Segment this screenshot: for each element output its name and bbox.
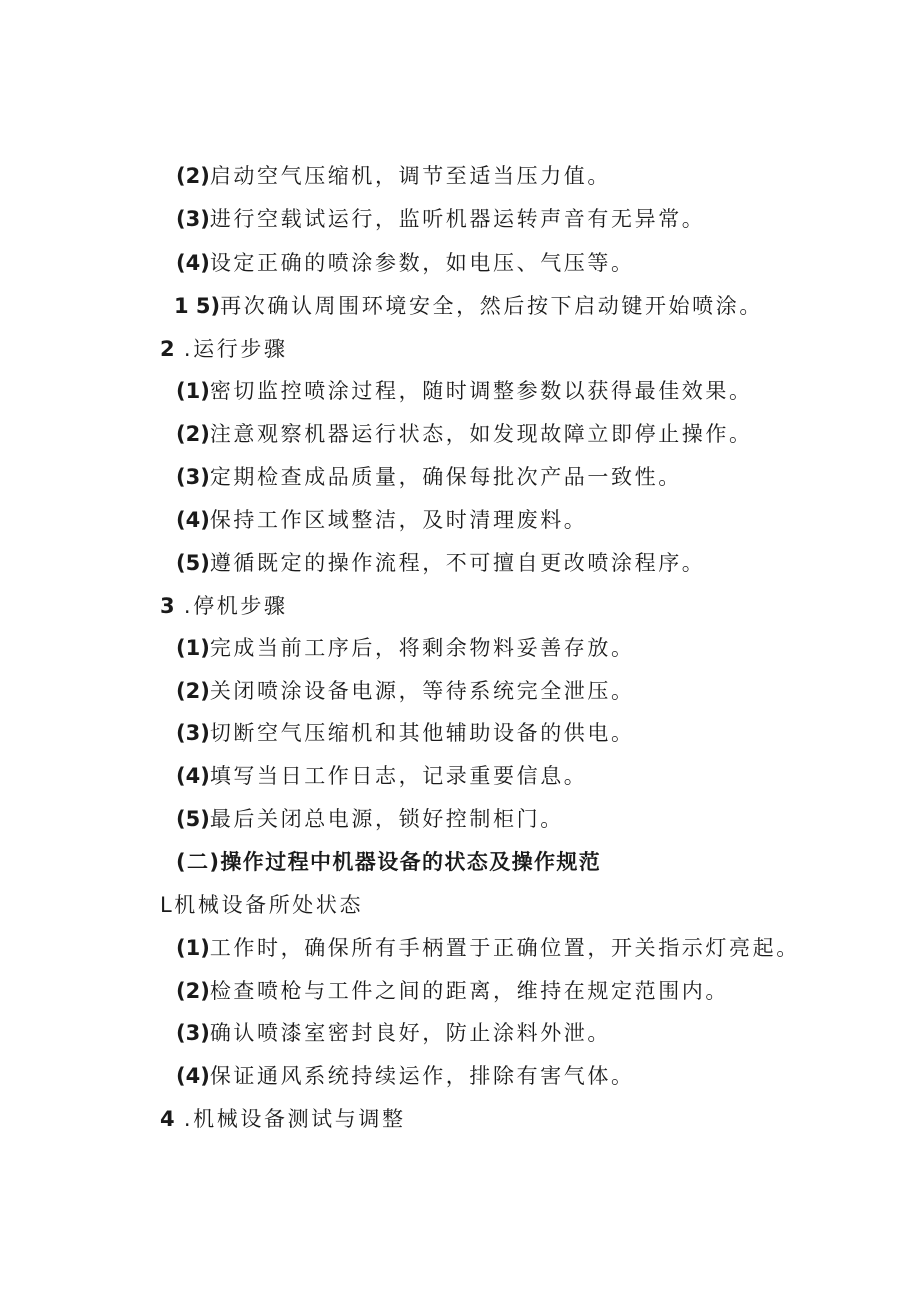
section-number: 3 bbox=[160, 594, 175, 618]
step-line bbox=[176, 1062, 635, 1090]
item-number: (1) bbox=[176, 636, 210, 660]
step-line bbox=[176, 162, 611, 190]
item-text: 检查喷枪与工件之间的距离，维持在规定范围内。 bbox=[209, 979, 730, 1003]
step-line bbox=[176, 677, 635, 705]
section-heading bbox=[160, 891, 363, 919]
step-line bbox=[176, 205, 705, 233]
item-text: 注意观察机器运行状态，如发现故障立即停止操作。 bbox=[209, 422, 753, 446]
section-title: .停机步骤 bbox=[174, 594, 288, 618]
item-text: 进行空载试运行，监听机器运转声音有无异常。 bbox=[209, 207, 706, 231]
step-line bbox=[176, 719, 635, 747]
item-text: 工作时，确保所有手柄置于正确位置，开关指示灯亮起。 bbox=[209, 936, 800, 960]
item-text: 再次确认周围环境安全，然后按下启动键开始喷涂。 bbox=[220, 294, 763, 318]
section-number: 4 bbox=[160, 1107, 175, 1131]
item-number: (5) bbox=[176, 551, 210, 575]
item-text: 切断空气压缩机和其他辅助设备的供电。 bbox=[209, 721, 635, 745]
item-number: (3) bbox=[176, 1021, 210, 1045]
subsection-title: (二)操作过程中机器设备的状态及操作规范 bbox=[176, 850, 602, 874]
section-title: .机械设备测试与调整 bbox=[174, 1107, 406, 1131]
item-number: (3) bbox=[176, 465, 210, 489]
item-number: (2) bbox=[176, 979, 210, 1003]
item-text: 关闭喷涂设备电源，等待系统完全泄压。 bbox=[209, 679, 635, 703]
item-number: (4) bbox=[176, 251, 210, 275]
step-line bbox=[176, 805, 564, 833]
item-number: (4) bbox=[176, 1064, 210, 1088]
step-line bbox=[176, 420, 753, 448]
item-text: 最后关闭总电源，锁好控制柜门。 bbox=[209, 807, 564, 831]
item-number: (1) bbox=[176, 379, 210, 403]
item-text: 设定正确的喷涂参数，如电压、气压等。 bbox=[209, 251, 635, 275]
step-line bbox=[176, 549, 705, 577]
item-text: 保持工作区域整洁，及时清理废料。 bbox=[209, 508, 588, 532]
step-line bbox=[176, 377, 753, 405]
step-line bbox=[176, 463, 682, 491]
item-number: (2) bbox=[176, 422, 210, 446]
step-line bbox=[174, 292, 763, 320]
step-line bbox=[176, 506, 587, 534]
item-text: 完成当前工序后，将剩余物料妥善存放。 bbox=[209, 636, 635, 660]
section-number: 2 bbox=[160, 337, 175, 361]
step-line bbox=[176, 762, 587, 790]
step-line bbox=[176, 634, 635, 662]
section-title: .运行步骤 bbox=[174, 337, 288, 361]
item-text: 密切监控喷涂过程，随时调整参数以获得最佳效果。 bbox=[209, 379, 753, 403]
item-text: 启动空气压缩机，调节至适当压力值。 bbox=[209, 164, 612, 188]
item-number: (4) bbox=[176, 508, 210, 532]
item-number: 1 5) bbox=[174, 294, 221, 318]
item-number: (5) bbox=[176, 807, 210, 831]
item-number: (3) bbox=[176, 721, 210, 745]
step-line bbox=[176, 249, 635, 277]
item-text: 遵循既定的操作流程，不可擅自更改喷涂程序。 bbox=[209, 551, 706, 575]
step-line bbox=[176, 934, 800, 962]
section-heading bbox=[160, 592, 288, 620]
item-text: 定期检查成品质量，确保每批次产品一致性。 bbox=[209, 465, 682, 489]
section-heading bbox=[160, 1105, 406, 1133]
subsection-heading bbox=[176, 848, 601, 876]
item-number: (3) bbox=[176, 207, 210, 231]
item-text: 确认喷漆室密封良好，防止涂料外泄。 bbox=[209, 1021, 612, 1045]
step-line bbox=[176, 977, 729, 1005]
step-line bbox=[176, 1019, 611, 1047]
item-text: 填写当日工作日志，记录重要信息。 bbox=[209, 764, 588, 788]
item-number: (2) bbox=[176, 679, 210, 703]
section-heading bbox=[160, 335, 288, 363]
item-number: (4) bbox=[176, 764, 210, 788]
item-number: (2) bbox=[176, 164, 210, 188]
section-title: L机械设备所处状态 bbox=[160, 893, 364, 917]
item-number: (1) bbox=[176, 936, 210, 960]
item-text: 保证通风系统持续运作，排除有害气体。 bbox=[209, 1064, 635, 1088]
